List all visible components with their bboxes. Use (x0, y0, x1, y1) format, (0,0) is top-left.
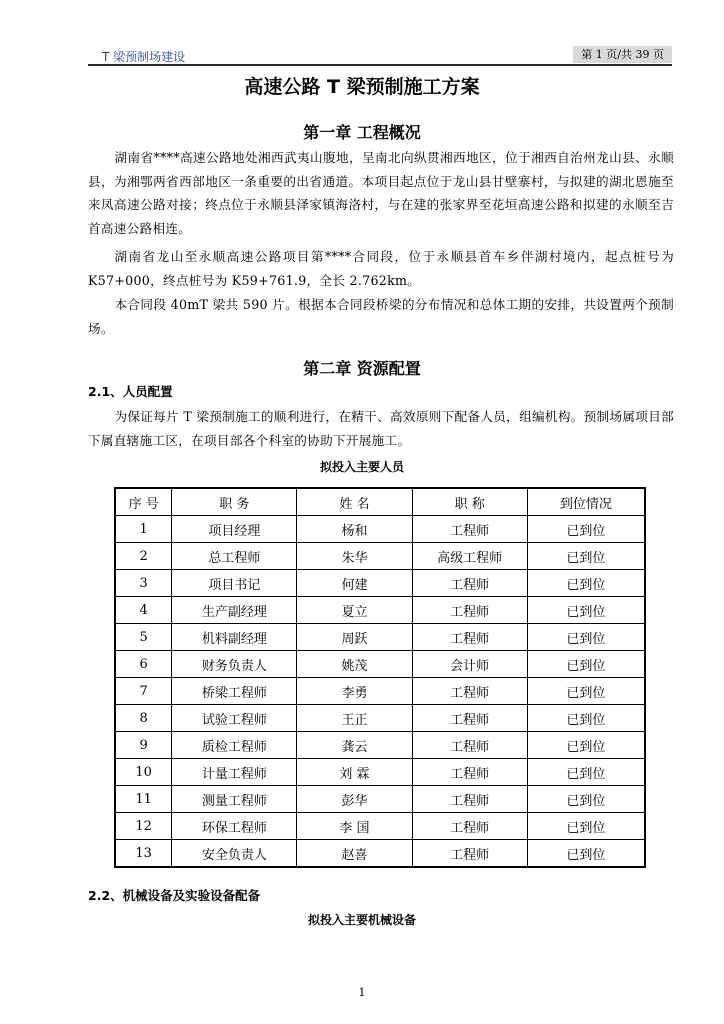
cell-status: 已到位 (527, 597, 645, 624)
cell-name: 周跃 (297, 624, 412, 651)
cell-title: 工程师 (412, 732, 527, 759)
cell-number: 13 (115, 840, 172, 868)
staff-table-caption: 拟投入主要人员 (319, 460, 404, 474)
cell-position: 财务负责人 (172, 651, 297, 678)
chapter-2-heading: 第二章 资源配置 (303, 359, 421, 378)
cell-name: 姚茂 (297, 651, 412, 678)
cell-title: 高级工程师 (412, 543, 527, 570)
cell-position: 总工程师 (172, 543, 297, 570)
page-header (88, 46, 672, 66)
cell-number: 10 (115, 759, 172, 786)
header-doc-name: T 梁预制场建设 (102, 50, 186, 64)
cell-name: 何建 (297, 570, 412, 597)
cell-status: 已到位 (527, 705, 645, 732)
col-header-position: 职 务 (172, 488, 297, 516)
cell-number: 6 (115, 651, 172, 678)
cell-name: 龚云 (297, 732, 412, 759)
cell-status: 已到位 (527, 543, 645, 570)
cell-position: 质检工程师 (172, 732, 297, 759)
page-number: 1 (358, 986, 366, 999)
cell-name: 王正 (297, 705, 412, 732)
cell-name: 朱华 (297, 543, 412, 570)
table-row (115, 813, 645, 840)
table-row (115, 516, 645, 543)
table-row (115, 840, 645, 868)
cell-position: 桥梁工程师 (172, 678, 297, 705)
cell-number: 9 (115, 732, 172, 759)
cell-status: 已到位 (527, 570, 645, 597)
section-2-1-heading: 2.1、人员配置 (88, 384, 173, 399)
chapter-1-paragraph-1: 湖南省****高速公路地处湘西武夷山腹地，呈南北向纵贯湘西地区，位于湘西自治州龙山县、永顺县，为湘鄂两省西部地区一条重要的出省通道。本项目起点位于龙山县甘壁寨村，与拟建的湖北恩施至来凤高速公路对接；终点位于永顺县泽家镇海洛村，与在建的张家界至花垣高速公路和拟建的永顺至吉首高速公路相连。 (88, 150, 674, 236)
cell-name: 赵喜 (297, 840, 412, 868)
section-2-2-heading: 2.2、机械设备及实验设备配备 (88, 888, 261, 903)
cell-title: 工程师 (412, 759, 527, 786)
cell-title: 工程师 (412, 624, 527, 651)
cell-position: 项目经理 (172, 516, 297, 543)
col-header-number: 序 号 (115, 488, 172, 516)
section-2-1-paragraph: 为保证每片 T 梁预制施工的顺利进行，在精干、高效原则下配备人员，组编机构。预制场属项目部下属直辖施工区，在项目部各个科室的协助下开展施工。 (88, 409, 674, 448)
chapter-1-paragraph-2: 湖南省龙山至永顺高速公路项目第****合同段，位于永顺县首车乡伴湖村境内，起点桩号为 K57+000，终点桩号为 K59+761.9，全长 2.762km。 (88, 249, 674, 288)
table-row (115, 597, 645, 624)
cell-status: 已到位 (527, 624, 645, 651)
table-row (115, 651, 645, 678)
col-header-status: 到位情况 (527, 488, 645, 516)
cell-position: 试验工程师 (172, 705, 297, 732)
cell-status: 已到位 (527, 759, 645, 786)
cell-status: 已到位 (527, 840, 645, 868)
cell-status: 已到位 (527, 678, 645, 705)
cell-number: 11 (115, 786, 172, 813)
chapter-1-paragraph-3: 本合同段 40mT 梁共 590 片。根据本合同段桥梁的分布情况和总体工期的安排，共设置两个预制场。 (88, 297, 674, 336)
cell-name: 李勇 (297, 678, 412, 705)
cell-position: 安全负责人 (172, 840, 297, 868)
cell-status: 已到位 (527, 786, 645, 813)
cell-number: 1 (115, 516, 172, 543)
cell-status: 已到位 (527, 732, 645, 759)
cell-name: 李 国 (297, 813, 412, 840)
cell-number: 7 (115, 678, 172, 705)
staff-table (114, 487, 646, 868)
cell-position: 生产副经理 (172, 597, 297, 624)
document-title: 高速公路 T 梁预制施工方案 (244, 76, 480, 98)
cell-number: 4 (115, 597, 172, 624)
table-row (115, 624, 645, 651)
cell-number: 12 (115, 813, 172, 840)
cell-title: 工程师 (412, 786, 527, 813)
cell-title: 工程师 (412, 516, 527, 543)
table-row (115, 570, 645, 597)
cell-position: 项目书记 (172, 570, 297, 597)
cell-title: 工程师 (412, 678, 527, 705)
cell-status: 已到位 (527, 651, 645, 678)
col-header-title: 职 称 (412, 488, 527, 516)
table-row (115, 759, 645, 786)
cell-title: 工程师 (412, 597, 527, 624)
cell-title: 工程师 (412, 570, 527, 597)
cell-position: 测量工程师 (172, 786, 297, 813)
cell-number: 8 (115, 705, 172, 732)
cell-title: 会计师 (412, 651, 527, 678)
cell-status: 已到位 (527, 516, 645, 543)
cell-position: 环保工程师 (172, 813, 297, 840)
chapter-1-heading: 第一章 工程概况 (303, 123, 421, 142)
cell-name: 夏立 (297, 597, 412, 624)
staff-table-header-row (115, 488, 645, 516)
header-page-indicator: 第 1 页/共 39 页 (573, 46, 672, 63)
cell-position: 机料副经理 (172, 624, 297, 651)
cell-position: 计量工程师 (172, 759, 297, 786)
cell-name: 杨和 (297, 516, 412, 543)
table-row (115, 732, 645, 759)
equipment-table-caption: 拟投入主要机械设备 (307, 913, 416, 927)
cell-name: 刘 霖 (297, 759, 412, 786)
cell-title: 工程师 (412, 705, 527, 732)
cell-name: 彭华 (297, 786, 412, 813)
cell-number: 2 (115, 543, 172, 570)
table-row (115, 678, 645, 705)
table-row (115, 786, 645, 813)
cell-status: 已到位 (527, 813, 645, 840)
table-row (115, 705, 645, 732)
cell-number: 3 (115, 570, 172, 597)
col-header-name: 姓 名 (297, 488, 412, 516)
cell-number: 5 (115, 624, 172, 651)
cell-title: 工程师 (412, 840, 527, 868)
cell-title: 工程师 (412, 813, 527, 840)
table-row (115, 543, 645, 570)
